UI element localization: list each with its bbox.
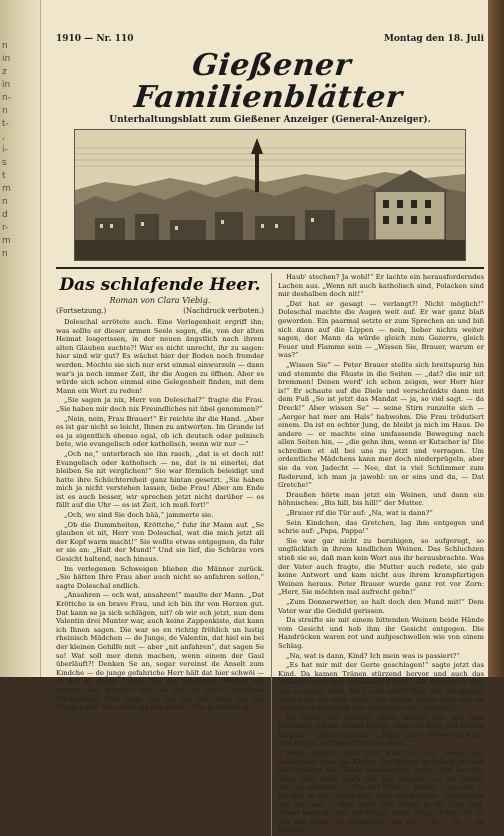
paragraph: Sein Kindchen, das Gretchen, lag ihm entgegen und schrie auf: „Papa, Pappa!“ — [278, 518, 484, 536]
issue-date: Montag den 18. Juli — [383, 34, 484, 44]
section-divider — [56, 267, 484, 269]
paragraph: Haub' stechen? Ja wohl!“ Er lachte ein herausforderndes Lachen aus. „Wenn nit auch katholisch sind, Polacken sind mir deshalben doch nit!“ — [278, 273, 484, 299]
right-column — [271, 273, 484, 836]
paragraph: „Wissen Sie“ — Peter Brauer stellte sich breitspurig hin und stemmte die Fäuste in die Seiten — „dat? die mir nit bremmen! Denen werd' ich schon zeigen, wer Herr hier is!“ Er schaute auf die Diele und verschränkte dann mit dem Fuß „So ist jetzt das Mandat — ja, so viel sagt. — da Dreck!“ Aber wissen Se“ — seine Stirn runzelte sich — „Aerger hat mer am Hals“ bahwohm. Die Frau trödutiert einem. Da ist en echter Jung, de bleibt ja nich im Haus. De andere — er machte eine umfassende Bewegung nach allen Seiten hin, — „die gehn ihm, wenn er Kutscher is! Die schreiben et all bei uns zu jetzt und verragen. Um ordentliche Mädchens kann mer doch niederprügeln, aber sie da von Jadecht — Nee, dat is viel Schlimmer zum Rederund, ich man ja jawohl: un er eins und da, — Dat Gretche!“ — [278, 360, 484, 490]
paragraph: „Och ne,“ unterbrach sie ihn rasch, „dat is et doch nit! Evangelisch oder katholisch — ne, dat is ni einerlei, dat bleiben Se nit verglichen!“ Sie war förmlich beleidigt und hatte ihre Schüchternheit ganz hintan gesetzt. „Sie haben mich ja nicht verstehen lassen, liebe Frau! Aber am Ende ist es auch besser, wir sprechen jetzt nicht darüber — es fällt auf die Uhr — es ist Zeit, ich muß fort!“ — [56, 449, 264, 510]
paragraph: Im verlegenen Schweigen blieben die Männer zurück. „Sie hätten Ihre Frau aber auch nicht so anfahren sollen,“ sagte Doleschal endlich. — [56, 564, 264, 590]
paragraph: Da hörte das Weinen, Peter Brauer sah mit dem Nachbarn auf die Straße hinaus, ohne ein Wort, mit blauen Lippen, — sehr bestimmt — „Papa“ sagte Weber das Kind, „die Pappa, wo Pappa-Frau erscheint.“ — [278, 713, 484, 748]
previous-page-edge — [0, 0, 41, 677]
paragraph: „Dat hat er gesagt — verlangt?! Nicht möglich!“ Doleschal machte die Augen weit auf. Er war ganz blaß geworden. Ein paarmal setzte er zum Sprechen an und biß sich dann auf die Lippen — nein, lieber nichts weiter sagen, der Mann da würde gleich zum Gezerre, gleich Feuer und Flamme sein — „Wissen Sie, Brauer, warum er was?“ — [278, 299, 484, 360]
cityscape-illustration — [75, 130, 465, 260]
article-title: Das schlafende Heer. — [59, 275, 261, 295]
paragraph: Da streifte sie mit einem bittenden Weinen beide Hände vom Gesicht und hob ihm ihr Gesicht entgegen. Die Handrücken waren rot und aufgeschwollen wie von einem Schlag. — [278, 616, 484, 650]
page-content — [56, 34, 484, 836]
masthead-title: Gießener Familienblätter — [132, 48, 405, 115]
paragraph: Doleschal errötete auch. Eine Verlegenheit ergriff ihn; was sollte er dieser armen Seele sagen, die, von der alten Heimat losgerissen, in der neuen ängstlich nach ihrem alten Glauben suchte?! War es nicht unrecht, ihr zu sagen: hier sind wir gut? Es wächst hier der Boden noch fremder werden. Mochte sie sich nur erst einmal einwurzeln — dann war's ja noch immer Zeit, ihr die Augen zu öffnen. Aber es würde sich schon einmal eine Gelegenheit finden, mit dem Mann ein Wort zu reden! — [56, 318, 264, 395]
article-byline: Roman von Clara Viebig. — [109, 296, 211, 305]
issue-header — [56, 34, 484, 44]
issue-number: 1910 — Nr. 110 — [56, 34, 134, 44]
paragraph: Sie war gar nicht zu beruhigen, so aufgeregt, so unglücklich in ihrem kindlichen Weinen. Das Schluchzen stieß sie so, daß man kein Wort aus ihr herausbrachte. Was der Vater auch fragte, die Mutter auch redete, sie gab keine Antwort und kam nicht aus ihrem krampfartigen Weinen heraus. Peter Brauer wurde ganz rot vor Zorn: „Herr, Sie möchten mal aufrecht gehn!“ — [278, 536, 484, 597]
masthead-subtitle: Unterhaltungsblatt zum Gießener Anzeiger (General-Anzeiger). — [109, 115, 431, 125]
paragraph: Peter Brauer hielt sein Kind an der Hand; der Schluchzen aber die Kleine, die Mutter im Schoß ihr und hielt bewegt die Hände auseinander, verbat ihm hart die Arme weg. Vater war's und dem Bauern, und die Mutter aber zu schreien — „Was da? Polen — Kinder — was ihr — Ja! Was ist das? Mach fort! Aber der Kleinen: ,Gendarmen seh ich’ und — Aber nicht sich Hände in die Luft, und: „Vater kann mir mit der Polack schon Sitte, es hat rot! Er soll mal sehen, so schimpfen, daß sie — de — de — be Polack!“ — [278, 749, 484, 835]
paragraph: „Nein, nein, Frau Brauer!“ Er reichte ihr die Hand. „Aber es ist gar nicht so leicht, Ihnen zu antworten. Im Grunde ist es ja eigentlich ebenso egal, ob ich deutsch oder polnisch bete, wie evangelisch oder katholisch, wenn wir nur —“ — [56, 414, 264, 449]
engraving-caption: GIESSEN VOM SCHLOSSE — [79, 252, 142, 258]
paragraph: „Ob die Dummheiten, Kröttche,“ fuhr ihr Mann auf. „Se glauben et nit, Herr von Doleschal, wat die mich jetzt all der Kopf warm macht!“ Sie wollte etwas entgegnen, da fuhr er sie an: „Halt der Mund!“ Und sie lief, die Schürze vors Gesicht haltend, nach hinaus. — [56, 520, 264, 564]
paragraph: „Sie sagen ja nix, Herr von Doleschal?“ fragte die Frau. „Sie haben mir doch nix Freundliches nit übel genommen?“ — [56, 396, 264, 413]
continuation-note: (Fortsetzung.) — [56, 307, 107, 315]
spine-text: n in z in n- n t- , i- s t m n d r- m n — [2, 41, 11, 259]
city-engraving — [74, 129, 466, 261]
paragraph: „Brauer rif die Tür auf: „Na, wat is dann?“ — [286, 509, 433, 518]
left-column — [56, 273, 264, 836]
paragraph: „Zum Donnerwetter, so halt doch den Mund mit!“ Dem Vater war die Geduld gerissen. — [278, 597, 484, 615]
rights-note: (Nachdruck verboten.) — [183, 307, 264, 315]
paragraph: „Ansahren — och wat, ansahren!“ maulte der Mann. „Dat Kröttche is en brave Frau, und ich bin ihr von Herzen gut. Dat kann se ja sich schlägen, nit? ob wir och jetzt, nun dem Valentin drei Munter war, auch keine Zappenkiste, dat kann ich Ihnen sagen. Die war so en richtig fröhlich un lustig rheinisch Mädchen — de Junge, de Valentin, dat hiel ein bei der kleinen Gehilfe mit — aber „nit anfahren“, dat sagen Se so! Wat soll mer denn machen, wenn einem der Gaul überläuft?! Denken Se an, sogar vereinst de Anselt zum Kindche — de junge gefahriche Herr hält dat hier schwöi — et soll en Junge zugen, wie die polnischen Weiber vor tragen, dat gehöhrt sich so für en gute christliche Kirchenfrau! Und lengt hat me dat sich jetzt bei der Prosper ah!! Dat wollte sie ihm schön! Nun is zwiwer en — [56, 591, 264, 712]
paragraph: „Na, wat is dann, Kind? Ich mein was is passiert?“ — [286, 651, 460, 660]
article-meta — [56, 307, 264, 315]
paragraph: Draußen hörte man jetzt ein Weinen, und dann ein höhnisches: „Bis hill, bis hill!“ der Mutter. — [278, 490, 484, 508]
paragraph: „Es hat mir mit der Gerte geschlagen!“ sagte jetzt das Kind. Da kamen Tränen stürzend hervor und auch das Mädchen und ihm verbanden Eltern; alle fragten es aus, was es getan habe. Kind noch nicht! Dem hab ich gesagt: „Das weiß ich doch nich!“ Die Kleine wurde ganz rot, du und ich ich ganz still ihm, weißt du, nich? Antwort!“ — [278, 661, 484, 713]
book-binding — [488, 0, 504, 677]
paragraph: „Och, wo sind Sie doch bää,“ jammerte sie. — [64, 511, 214, 520]
article-columns — [56, 273, 484, 836]
